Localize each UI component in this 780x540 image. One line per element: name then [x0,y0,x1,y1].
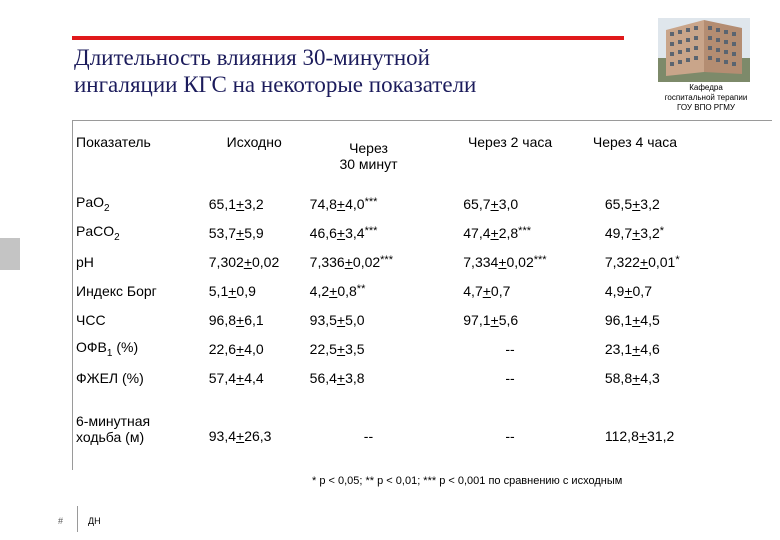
significance-stars: * [675,253,680,266]
plus-minus-sign: + [344,253,353,270]
cell-sd: 3,8 [345,369,365,386]
table-cell [205,218,304,247]
table-cell [205,363,304,392]
table-cell [205,276,304,305]
cell-sd: 0,7 [632,282,652,299]
table-cell [433,305,587,334]
table-cell [587,363,780,392]
cell-mean: 7,336 [309,253,345,270]
cell-mean: 22,5 [309,340,337,357]
cell-mean: 93,4 [208,428,237,444]
header-baseline: Исходно [226,134,282,150]
table-cell [433,218,587,247]
table-cell [205,189,304,218]
plus-minus-sign: + [336,311,346,328]
cell-sd: 5,9 [244,224,264,241]
significance-stars: ** [356,282,366,295]
plus-minus-sign: + [336,340,346,357]
cell-sd: 6,1 [244,311,264,328]
table-row [72,334,780,363]
cell-mean: 74,8 [309,195,337,212]
plus-minus-sign: + [632,224,641,241]
table-cell [587,247,780,276]
cell-mean: -- [505,428,515,444]
table-cell [304,189,434,218]
table-cell [205,305,304,334]
cell-sd: 4,4 [244,369,264,386]
significance-stars: *** [518,224,532,237]
cell-mean: 96,8 [208,311,237,328]
plus-minus-sign: + [490,224,499,241]
cell-mean: -- [505,340,515,357]
cell-sd: 5,6 [498,311,519,328]
table-row [72,189,780,218]
cell-mean: 47,4 [463,224,491,241]
header-after-2-hours: Через 2 часа [467,134,553,150]
cell-sd: 0,02 [252,253,280,270]
table-cell [304,218,434,247]
cell-sd: 2,8 [498,224,519,241]
cell-mean: 7,302 [208,253,244,270]
plus-minus-sign: + [638,428,648,444]
slide-title [74,44,634,98]
row-label: ЧСС [76,311,106,328]
cell-sd: 0,8 [337,282,357,299]
table-cell [205,247,304,276]
table-cell [304,392,434,466]
row-label: 6-минутная ходьба (м) [76,413,151,445]
table-cell [587,305,780,334]
page-number: # [58,516,64,526]
table-cell [205,334,304,363]
cell-mean: 46,6 [309,224,337,241]
table-row [72,363,780,392]
plus-minus-sign: + [336,224,346,241]
plus-minus-sign: + [632,369,641,386]
table-row [72,247,780,276]
significance-footnote: * р < 0,05; ** р < 0,01; *** р < 0,001 по сравнению с исходным [312,475,623,487]
significance-stars: * [659,224,665,237]
table-cell [433,276,587,305]
table-cell [433,189,587,218]
row-label: pH [76,253,94,270]
cell-mean: 97,1 [463,311,491,328]
header-after-30-min: Через 30 минут [339,139,398,172]
cell-mean: 5,1 [208,282,229,299]
table-cell [587,276,780,305]
plus-minus-sign: + [243,253,252,270]
plus-minus-sign: + [329,282,338,299]
cell-sd: 4,6 [640,340,660,357]
table-header-row [72,122,780,189]
cell-sd: 3,4 [345,224,365,241]
significance-stars: *** [364,195,378,208]
cell-mean: 7,334 [463,253,499,270]
footer-divider [77,506,78,532]
row-label: PaCO$_2$ [76,222,120,243]
plus-minus-sign: + [632,195,641,212]
table-cell [587,334,780,363]
building-photo [658,18,750,82]
plus-minus-sign: + [236,224,245,241]
plus-minus-sign: + [632,311,641,328]
plus-minus-sign: + [236,195,245,212]
table-top-rule [72,120,772,121]
plus-minus-sign: + [236,369,245,386]
plus-minus-sign: + [236,340,245,357]
cell-mean: 96,1 [604,311,633,328]
author-initials: ДН [88,516,101,526]
row-label: Индекс Борг [76,282,157,299]
row-label: ФЖЕЛ (%) [76,369,144,386]
row-label: PaO$_2$ [76,193,110,214]
table-row [72,392,780,466]
cell-sd: 3,0 [498,195,519,212]
significance-stars: *** [364,224,378,237]
cell-mean: 49,7 [604,224,633,241]
table-row [72,218,780,247]
cell-mean: 22,6 [208,340,237,357]
significance-stars: *** [533,253,547,266]
cell-sd: 0,02 [352,253,381,270]
results-table [72,122,780,466]
cell-mean: -- [505,369,515,386]
side-tab [0,238,20,270]
table-cell [587,218,780,247]
plus-minus-sign: + [236,311,245,328]
title-accent-line [72,36,624,40]
cell-mean: 65,5 [604,195,633,212]
table-cell [304,276,434,305]
cell-mean: 7,322 [604,253,640,270]
cell-mean: 56,4 [309,369,337,386]
cell-mean: 58,8 [604,369,633,386]
cell-sd: 5,0 [345,311,365,328]
table-cell [433,334,587,363]
header-after-4-hours: Через 4 часа [592,134,678,150]
cell-mean: 4,9 [604,282,625,299]
table-row [72,276,780,305]
cell-mean: 65,7 [463,195,491,212]
cell-mean: 112,8 [604,428,639,444]
cell-sd: 0,7 [490,282,511,299]
cell-mean: 4,2 [309,282,330,299]
cell-mean: 57,4 [208,369,237,386]
cell-sd: 3,2 [244,195,264,212]
plus-minus-sign: + [236,428,245,444]
cell-sd: 0,01 [648,253,676,270]
cell-sd: 4,0 [345,195,365,212]
cell-mean: 65,1 [208,195,237,212]
title-line-1: Длительность влияния 30-минутной [74,45,430,70]
cell-sd: 4,3 [640,369,660,386]
cell-mean: 4,7 [463,282,483,299]
cell-sd: 4,0 [244,340,264,357]
table-cell [304,334,434,363]
plus-minus-sign: + [490,311,499,328]
table-cell [587,392,780,466]
table-cell [587,189,780,218]
table-cell [433,363,587,392]
plus-minus-sign: + [228,282,237,299]
table-row [72,305,780,334]
department-caption: Кафедра госпитальной терапии ГОУ ВПО РГМУ [664,83,748,112]
cell-mean: 53,7 [208,224,237,241]
significance-stars: *** [380,253,393,266]
cell-sd: 3,2 [640,195,660,212]
cell-sd: 31,2 [647,428,675,444]
row-label: $ОФВ_1$ (%) [76,338,139,359]
plus-minus-sign: + [336,369,346,386]
cell-sd: 3,5 [345,340,365,357]
plus-minus-sign: + [639,253,649,270]
cell-mean: 93,5 [309,311,337,328]
cell-mean: 23,1 [604,340,633,357]
table-cell [433,392,587,466]
table-cell [304,363,434,392]
cell-sd: 26,3 [244,428,272,444]
table-cell [205,392,304,466]
table-cell [433,247,587,276]
plus-minus-sign: + [498,253,507,270]
cell-sd: 0,02 [506,253,534,270]
table-cell [304,305,434,334]
plus-minus-sign: + [632,340,641,357]
cell-sd: 0,9 [236,282,256,299]
cell-sd: 4,5 [640,311,660,328]
cell-sd: 3,2 [640,224,660,241]
plus-minus-sign: + [490,195,499,212]
table-cell [304,247,434,276]
plus-minus-sign: + [482,282,491,299]
cell-mean: -- [363,428,374,444]
plus-minus-sign: + [624,282,633,299]
plus-minus-sign: + [336,195,346,212]
header-indicator: Показатель [76,134,151,150]
title-line-2: ингаляции КГС на некоторые показатели [74,72,477,97]
